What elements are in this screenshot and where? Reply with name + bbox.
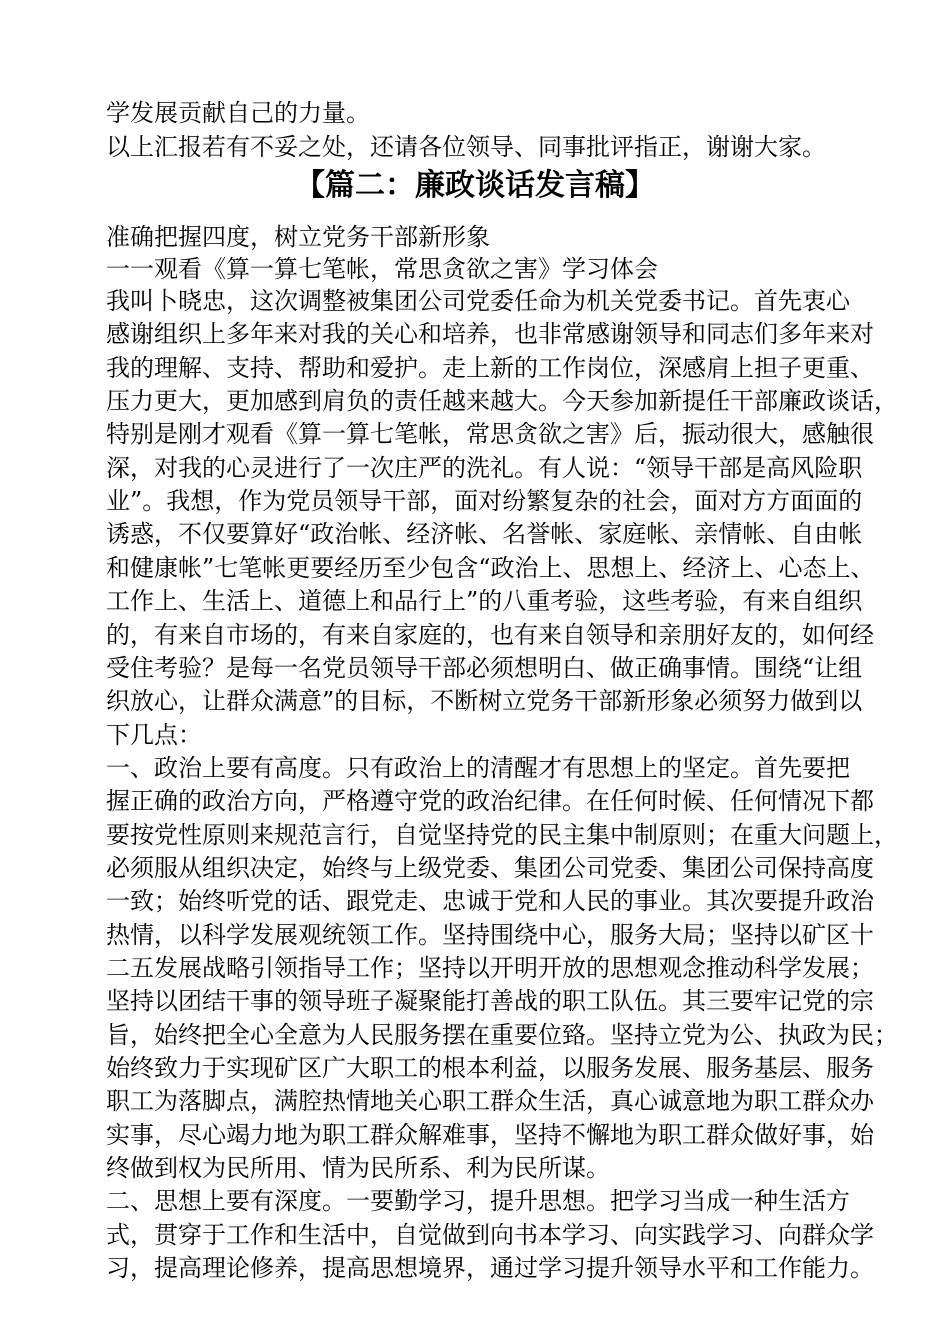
body-line: 坚持以团结干事的领导班子凝聚能打善战的职工队伍。其三要牢记党的宗: [106, 987, 874, 1016]
body-line: 压力更大，更加感到肩负的责任越来越大。今天参加新提任干部廉政谈话，: [106, 387, 898, 416]
body-line: 的，有来自市场的，有来自家庭的，也有来自领导和亲朋好友的，如何经: [106, 620, 874, 649]
intro-line: 以上汇报若有不妥之处，还请各位领导、同事批评指正，谢谢大家。: [106, 133, 826, 161]
section-title: 【篇二：廉政谈话发言稿】: [295, 168, 655, 203]
body-line: 热情，以科学发展观统领工作。坚持围绕中心，服务大局；坚持以矿区十: [106, 920, 874, 949]
body-line: 感谢组织上多年来对我的关心和培养，也非常感谢领导和同志们多年来对: [106, 320, 874, 349]
intro-line: 学发展贡献自己的力量。: [106, 99, 370, 127]
body-line: 终做到权为民所用、情为民所系、利为民所谋。: [106, 1154, 610, 1183]
body-line: 我的理解、支持、帮助和爱护。走上新的工作岗位，深感肩上担子更重、: [106, 353, 874, 382]
body-line: 二五发展战略引领指导工作；坚持以开明开放的思想观念推动科学发展；: [106, 954, 874, 982]
body-line: 深，对我的心灵进行了一次庄严的洗礼。有人说：“领导干部是高风险职: [106, 453, 863, 482]
body-line: 下几点：: [106, 720, 202, 749]
subtitle-line: 一一观看《算一算七笔帐，常思贪欲之害》学习体会: [106, 255, 658, 283]
body-line: 要按党性原则来规范言行，自觉坚持党的民主集中制原则；在重大问题上，: [106, 820, 898, 849]
body-line: 我叫卜晓忠，这次调整被集团公司党委任命为机关党委书记。首先衷心: [106, 287, 850, 315]
body-line: 和健康帐”七笔帐更要经历至少包含“政治上、思想上、经济上、心态上、: [106, 553, 875, 582]
body-line: 必须服从组织决定，始终与上级党委、集团公司党委、集团公司保持高度: [106, 853, 874, 882]
body-line: 特别是刚才观看《算一算七笔帐，常思贪欲之害》后，振动很大，感触很: [106, 420, 874, 449]
body-line: 工作上、生活上、道德上和品行上”的八重考验，这些考验，有来自组织: [106, 587, 863, 616]
body-line: 织放心，让群众满意”的目标，不断树立党务干部新形象必须努力做到以: [106, 687, 863, 716]
body-line: 诱惑，不仅要算好“政治帐、经济帐、名誉帐、家庭帐、亲情帐、自由帐: [106, 520, 863, 549]
body-line: 二、思想上要有深度。一要勤学习，提升思想。把学习当成一种生活方: [106, 1187, 850, 1216]
body-line: 握正确的政治方向，严格遵守党的政治纪律。在任何时候、任何情况下都: [106, 787, 874, 816]
body-line: 一、政治上要有高度。只有政治上的清醒才有思想上的坚定。首先要把: [106, 753, 850, 782]
body-line: 习，提高理论修养，提高思想境界，通过学习提升领导水平和工作能力。: [106, 1254, 874, 1283]
body-line: 职工为落脚点，满腔热情地关心职工群众生活，真心诚意地为职工群众办: [106, 1087, 874, 1116]
body-line: 受住考验？是每一名党员领导干部必须想明白、做正确事情。围绕“让组: [106, 653, 863, 682]
subtitle-line: 准确把握四度，树立党务干部新形象: [106, 223, 490, 251]
body-line: 始终致力于实现矿区广大职工的根本利益，以服务发展、服务基层、服务: [106, 1054, 874, 1083]
body-line: 业”。我想，作为党员领导干部，面对纷繁复杂的社会，面对方方面面的: [106, 487, 863, 516]
body-line: 实事，尽心竭力地为职工群众解难事，坚持不懈地为职工群众做好事，始: [106, 1120, 874, 1149]
body-line: 旨，始终把全心全意为人民服务摆在重要位臵。坚持立党为公、执政为民；: [106, 1020, 898, 1049]
body-line: 一致；始终听党的话、跟党走、忠诚于党和人民的事业。其次要提升政治: [106, 887, 874, 916]
body-line: 式，贯穿于工作和生活中，自觉做到向书本学习、向实践学习、向群众学: [106, 1220, 874, 1249]
